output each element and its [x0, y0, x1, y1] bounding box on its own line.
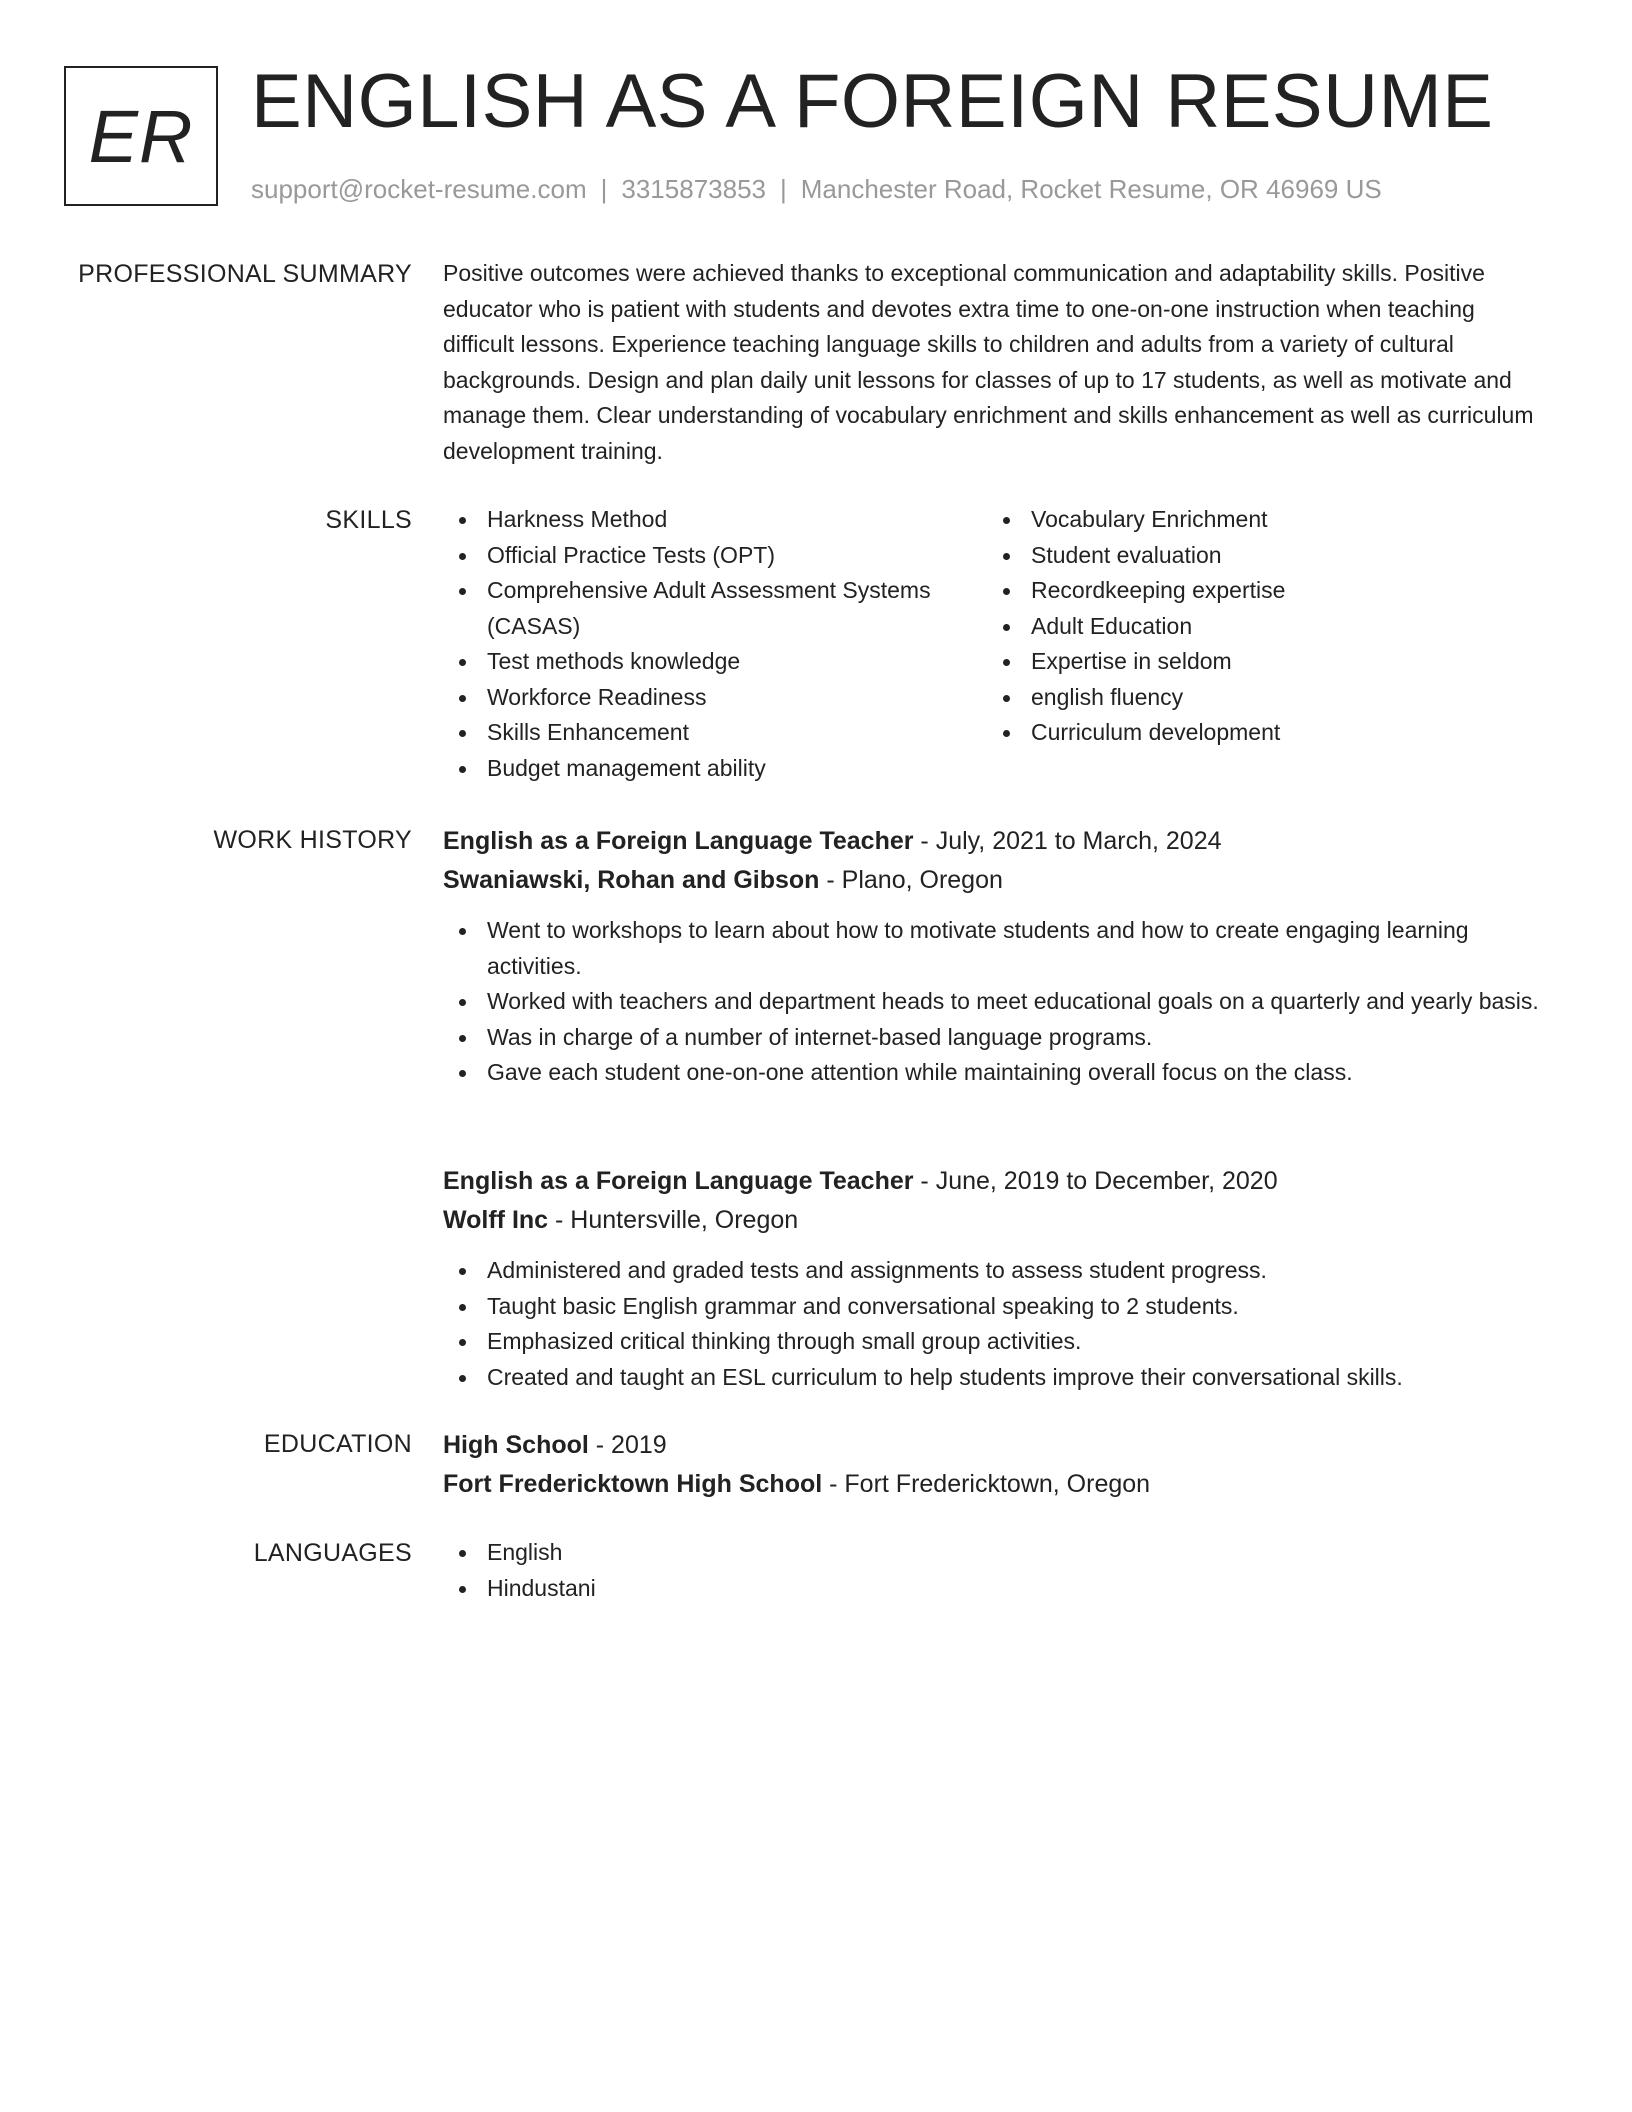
education-location: - Fort Fredericktown, Oregon [822, 1470, 1151, 1498]
skill-item: Expertise in seldom [987, 644, 1487, 680]
job-location: - Plano, Oregon [819, 866, 1003, 894]
list-item: Went to workshops to learn about how to motivate students and how to create engaging learning activities. [443, 913, 1551, 984]
section-label-work: WORK HISTORY [213, 826, 412, 854]
contact-separator: | [780, 174, 787, 204]
skill-item: Curriculum development [987, 715, 1487, 751]
work-body [443, 822, 1551, 1091]
skills-grid [443, 502, 1551, 786]
job-dates: - June, 2019 to December, 2020 [913, 1167, 1278, 1195]
list-item: Gave each student one-on-one attention while maintaining overall focus on the class. [443, 1055, 1551, 1091]
skill-item: english fluency [987, 680, 1487, 716]
job-title: English as a Foreign Language Teacher [443, 1167, 914, 1195]
job-company: Swaniawski, Rohan and Gibson [443, 866, 820, 894]
job-company-line [443, 861, 1551, 900]
section-label-education: EDUCATION [263, 1430, 412, 1458]
contact-phone: 3315873853 [621, 174, 766, 204]
skills-list-right [987, 502, 1487, 786]
monogram-box [64, 66, 218, 206]
contact-email: support@rocket-resume.com [251, 174, 587, 204]
summary-text: Positive outcomes were achieved thanks to exceptional communication and adaptability skills. Positive educator who is patient with students and devotes extra time to one-on-one instruction when teaching difficult lessons. Experience teaching language skills to children and adults from a variety of cultural backgrounds. Design and plan daily unit lessons for classes of up to 17 students, as well as motivate and manage them. Clear understanding of vocabulary enrichment and skills enhancement as well as curriculum development training. [443, 260, 1534, 464]
list-item: Taught basic English grammar and conversational speaking to 2 students. [443, 1289, 1551, 1325]
list-item: English [443, 1535, 1551, 1571]
section-label-summary: PROFESSIONAL SUMMARY [78, 260, 412, 288]
skill-item: Workforce Readiness [443, 680, 987, 716]
education-school-line [443, 1465, 1551, 1504]
job-company-line [443, 1201, 1551, 1240]
languages-list [443, 1535, 1551, 1606]
job-title-line [443, 1162, 1551, 1201]
skill-item: Comprehensive Adult Assessment Systems (CASAS) [443, 573, 987, 644]
list-item: Hindustani [443, 1571, 1551, 1607]
list-item: Was in charge of a number of internet-based language programs. [443, 1020, 1551, 1056]
job-bullets [443, 913, 1551, 1091]
skill-item: Vocabulary Enrichment [987, 502, 1487, 538]
list-item: Created and taught an ESL curriculum to help students improve their conversational skills. [443, 1360, 1551, 1396]
monogram-initials: ER [88, 94, 194, 178]
contact-separator: | [600, 174, 608, 204]
summary-body [443, 256, 1551, 469]
job-entry [443, 1162, 1551, 1395]
work-body [443, 1162, 1551, 1395]
languages-body [443, 1535, 1551, 1606]
skill-item: Budget management ability [443, 751, 987, 787]
list-item: Administered and graded tests and assignments to assess student progress. [443, 1253, 1551, 1289]
job-dates: - July, 2021 to March, 2024 [913, 827, 1222, 855]
education-year: - 2019 [588, 1431, 667, 1459]
job-bullets [443, 1253, 1551, 1395]
contact-line [251, 172, 1382, 206]
job-company: Wolff Inc [443, 1206, 549, 1234]
education-school: Fort Fredericktown High School [443, 1470, 823, 1498]
education-body [443, 1426, 1551, 1504]
skill-item: Skills Enhancement [443, 715, 987, 751]
skill-item: Harkness Method [443, 502, 987, 538]
section-label-skills: SKILLS [325, 506, 412, 534]
list-item: Emphasized critical thinking through small group activities. [443, 1324, 1551, 1360]
job-entry [443, 822, 1551, 1091]
education-degree: High School [443, 1431, 589, 1459]
skill-item: Student evaluation [987, 538, 1487, 574]
list-item: Worked with teachers and department heads to meet educational goals on a quarterly and yearly basis. [443, 984, 1551, 1020]
skill-item: Official Practice Tests (OPT) [443, 538, 987, 574]
section-label-languages: LANGUAGES [253, 1539, 412, 1567]
skills-body [443, 502, 1551, 786]
contact-address: Manchester Road, Rocket Resume, OR 46969 US [800, 174, 1382, 204]
resume-title: ENGLISH AS A FOREIGN RESUME [251, 59, 1494, 144]
job-title-line [443, 822, 1551, 861]
job-title: English as a Foreign Language Teacher [443, 827, 914, 855]
skill-item: Test methods knowledge [443, 644, 987, 680]
skills-list-left [443, 502, 987, 786]
job-location: - Huntersville, Oregon [548, 1206, 799, 1234]
education-degree-line [443, 1426, 1551, 1465]
skill-item: Adult Education [987, 609, 1487, 645]
skill-item: Recordkeeping expertise [987, 573, 1487, 609]
